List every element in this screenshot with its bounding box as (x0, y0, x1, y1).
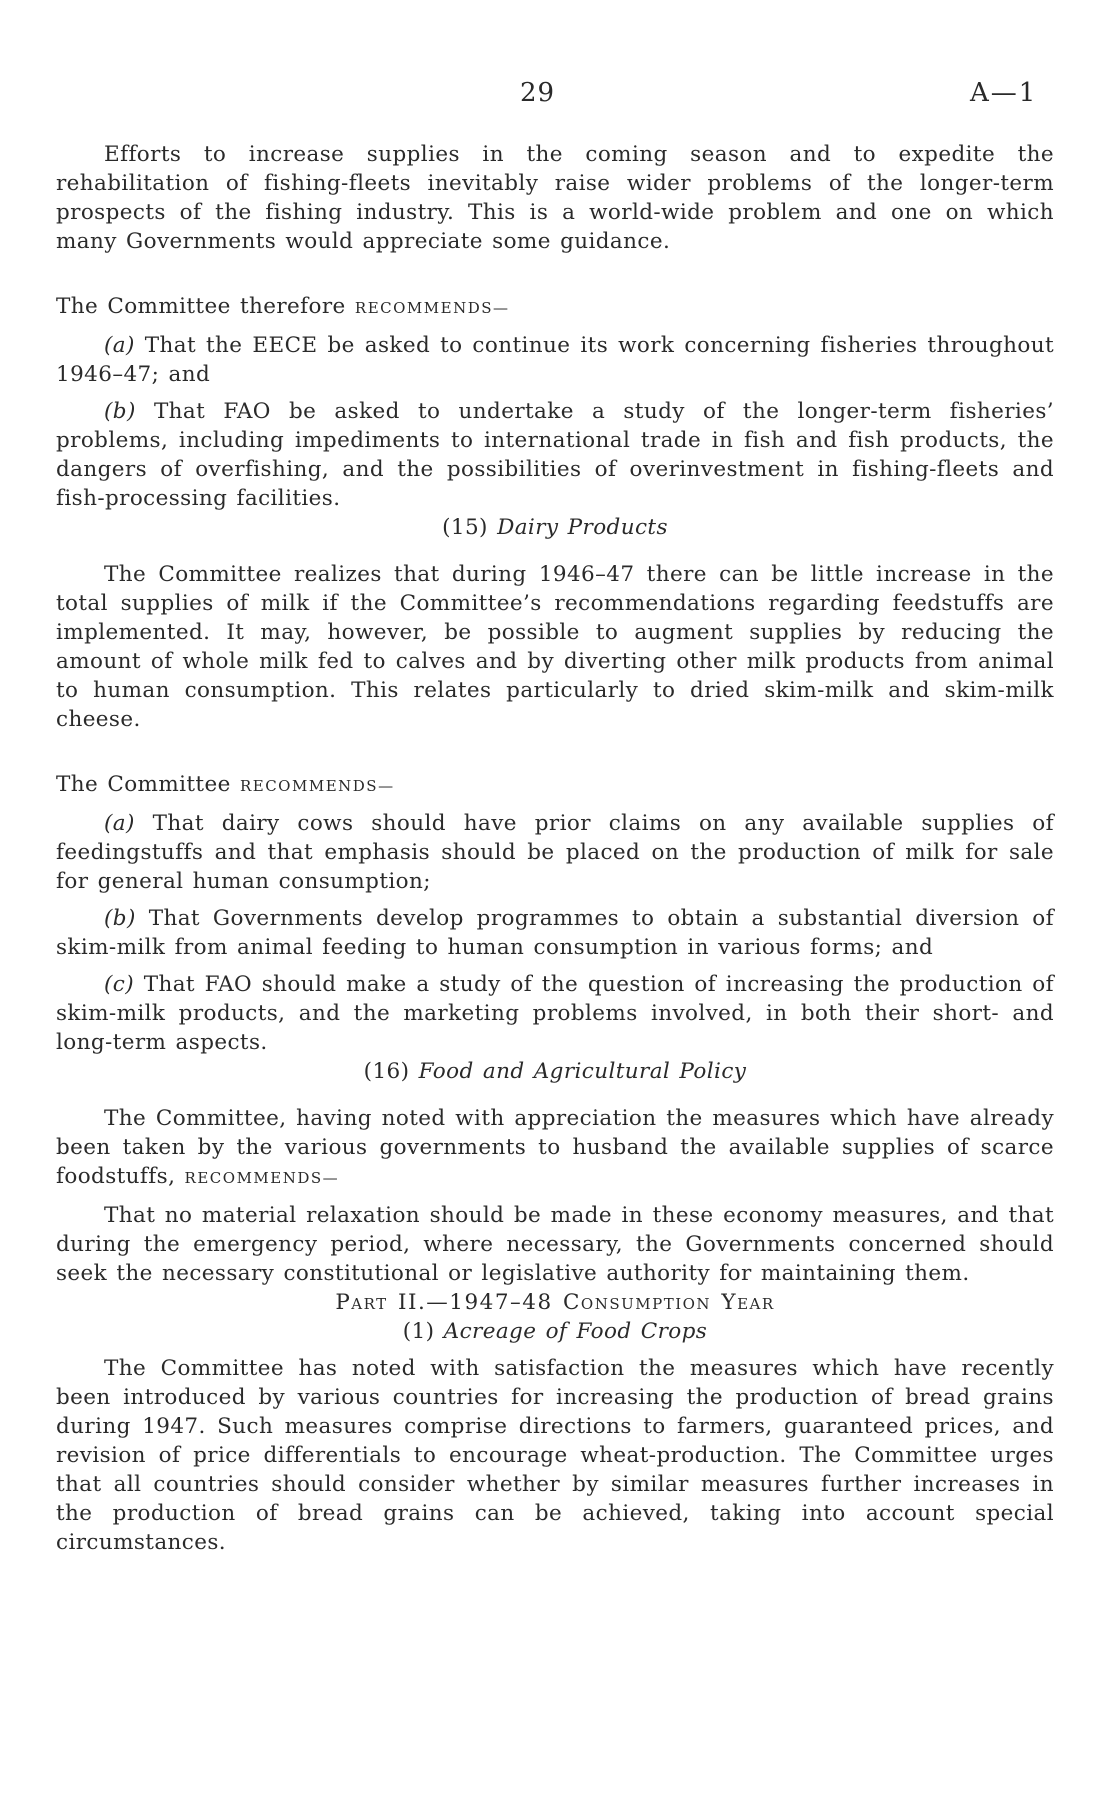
document-reference: A—1 (970, 78, 1038, 108)
page-body (56, 140, 1054, 1557)
recommends-keyword: RECOMMENDS— (239, 777, 395, 795)
item-text: That the EECE be asked to continue its work concerning fisheries throughout 1946–47; and (56, 333, 1055, 387)
item-text: That dairy cows should have prior claims on any available supplies of feedingstuffs and that emphasis should be placed on the production of milk for sale for general human consumption; (56, 811, 1054, 894)
item-letter: (c) (104, 972, 135, 997)
dairy-recommends-line (56, 770, 1054, 801)
section-number: (1) (402, 1319, 435, 1344)
dairy-heading (56, 513, 1054, 542)
fisheries-intro-paragraph: Efforts to increase supplies in the coming season and to expedite the rehabilitation of fishing-fleets inevitably raise wider problems of the longer-term prospects of the fishing industry. This is a world-wide problem and one on which many Governments would appreciate some guidance. (56, 142, 1054, 254)
recommends-keyword: RECOMMENDS— (184, 1169, 340, 1187)
fisheries-recommends-line (56, 292, 1054, 323)
item-text: That FAO should make a study of the question of increasing the production of skim-milk products, and the marketing problems involved, in both their short- and long-term aspects. (56, 972, 1055, 1055)
section-title: Acreage of Food Crops (443, 1319, 708, 1344)
part-two-subheading (56, 1317, 1054, 1346)
dairy-paragraph: The Committee realizes that during 1946–47 there can be little increase in the total supplies of milk if the Committee’s recommendations regarding feedstuffs are implemented. It may, however, be possible to augment supplies by reducing the amount of whole milk fed to calves and by diverting other milk products from animal to human consumption. This relates particularly to dried skim-milk and skim-milk cheese. (56, 562, 1054, 732)
policy-paragraph (56, 1104, 1054, 1193)
recommends-lead: The Committee (56, 772, 231, 797)
part-two-heading: Part II.—1947–48 Consumption Year (335, 1290, 775, 1315)
fisheries-item-a (56, 331, 1054, 389)
dairy-item-a (56, 809, 1054, 896)
item-text: That FAO be asked to undertake a study of the longer-term fisheries’ problems, including impediments to international trade in fish and fish products, the dangers of overfishing, and the possibilities of overinvestment in fishing-fleets and fish-processing facilities. (56, 399, 1054, 511)
policy-paragraph-lead: The Committee, having noted with appreciation the measures which have already been taken by the various governments to husband the available supplies of scarce foodstuffs, (56, 1106, 1054, 1189)
recommends-lead: The Committee therefore (56, 294, 346, 319)
page-number: 29 (520, 78, 556, 108)
item-letter: (b) (104, 399, 136, 424)
section-title: Dairy Products (497, 515, 668, 540)
policy-heading (56, 1057, 1054, 1086)
item-text: That Governments develop programmes to obtain a substantial diversion of skim-milk from animal feeding to human consumption in various forms; and (56, 906, 1054, 960)
item-letter: (b) (104, 906, 136, 931)
fisheries-item-b (56, 397, 1054, 513)
recommends-keyword: RECOMMENDS— (354, 299, 510, 317)
section-number: (16) (363, 1059, 410, 1084)
item-letter: (a) (104, 811, 135, 836)
dairy-item-c (56, 970, 1054, 1057)
section-title: Food and Agricultural Policy (418, 1059, 747, 1084)
policy-paragraph-2: That no material relaxation should be made in these economy measures, and that during the emergency period, where necessary, the Governments concerned should seek the necessary constitutional or legislative authority for maintaining them. (56, 1203, 1054, 1286)
dairy-item-b (56, 904, 1054, 962)
page-header (0, 78, 1114, 114)
section-number: (15) (442, 515, 488, 540)
item-letter: (a) (104, 333, 135, 358)
part-two-paragraph: The Committee has noted with satisfaction the measures which have recently been introduced by various countries for increasing the production of bread grains during 1947. Such measures comprise directions to farmers, guaranteed prices, and revision of price differentials to encourage wheat-production. The Committee urges that all countries should consider whether by similar measures further increases in the production of bread grains can be achieved, taking into account special circumstances. (56, 1356, 1054, 1555)
